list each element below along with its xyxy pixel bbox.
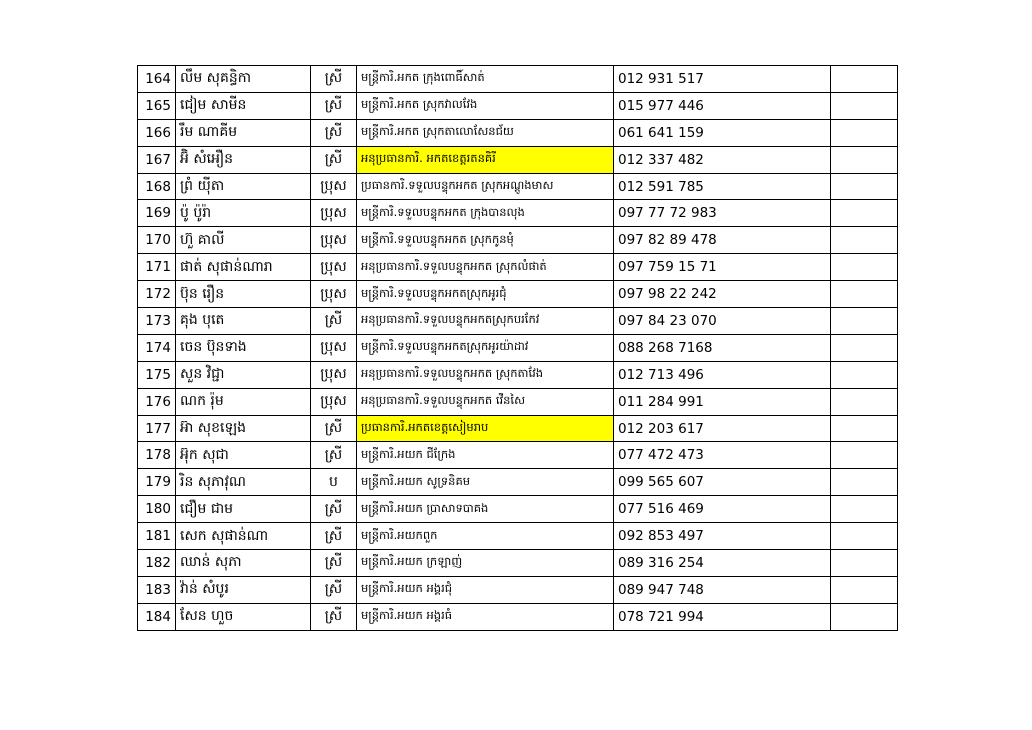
phone-cell: 099 565 607 <box>614 469 831 496</box>
row-number-cell: 183 <box>138 576 176 603</box>
table-row <box>138 227 898 254</box>
row-number-cell: 164 <box>138 66 176 93</box>
note-cell <box>831 415 898 442</box>
gender-cell: ស្រី <box>311 442 357 469</box>
name-cell: រិន សុភាវុណ <box>176 469 311 496</box>
staff-table <box>137 65 898 631</box>
gender-cell: ស្រី <box>311 308 357 335</box>
phone-cell: 089 947 748 <box>614 576 831 603</box>
table-row <box>138 66 898 93</box>
gender-cell: ប្រុស <box>311 200 357 227</box>
note-cell <box>831 334 898 361</box>
note-cell <box>831 388 898 415</box>
phone-cell: 078 721 994 <box>614 603 831 630</box>
phone-cell: 097 77 72 983 <box>614 200 831 227</box>
note-cell <box>831 200 898 227</box>
gender-cell: ស្រី <box>311 66 357 93</box>
name-cell: អ៊ា សុខឡេង <box>176 415 311 442</box>
table-row <box>138 254 898 281</box>
name-cell: ប៉ូ ប៉ូរ៉ា <box>176 200 311 227</box>
row-number-cell: 168 <box>138 173 176 200</box>
table-row <box>138 308 898 335</box>
gender-cell: ប្រុស <box>311 254 357 281</box>
table-row <box>138 388 898 415</box>
note-cell <box>831 173 898 200</box>
name-cell: វ៉ាន់ សំបូរ <box>176 576 311 603</box>
staff-table-body <box>138 66 898 631</box>
position-cell: មន្ត្រីការិ.អយក ក្រឡាញ់ <box>357 550 614 577</box>
phone-cell: 089 316 254 <box>614 550 831 577</box>
note-cell <box>831 361 898 388</box>
gender-cell: ប <box>311 469 357 496</box>
row-number-cell: 180 <box>138 496 176 523</box>
position-cell: មន្ត្រីការិ.អកត ស្រុកវាលវែង <box>357 92 614 119</box>
phone-cell: 097 82 89 478 <box>614 227 831 254</box>
name-cell: រឹម ណាគីម <box>176 119 311 146</box>
position-cell: មន្ត្រីការិ.អកត ស្រុកតាលោសែនជ័យ <box>357 119 614 146</box>
row-number-cell: 175 <box>138 361 176 388</box>
row-number-cell: 176 <box>138 388 176 415</box>
table-row <box>138 119 898 146</box>
position-cell: ប្រធានការិ.អកតខេត្តសៀមរាប <box>357 415 614 442</box>
note-cell <box>831 92 898 119</box>
name-cell: សួន វិជ្ជា <box>176 361 311 388</box>
table-row <box>138 92 898 119</box>
gender-cell: ស្រី <box>311 119 357 146</box>
table-row <box>138 146 898 173</box>
gender-cell: ប្រុស <box>311 388 357 415</box>
phone-cell: 097 84 23 070 <box>614 308 831 335</box>
row-number-cell: 177 <box>138 415 176 442</box>
row-number-cell: 181 <box>138 523 176 550</box>
row-number-cell: 173 <box>138 308 176 335</box>
gender-cell: ស្រី <box>311 550 357 577</box>
position-cell: មន្ត្រីការិ.ទទួលបន្ទុកអកតស្រុកអូរយ៉ាដាវ <box>357 334 614 361</box>
name-cell: ណក រ៉ុម <box>176 388 311 415</box>
note-cell <box>831 442 898 469</box>
position-cell: អនុប្រធានការិ.ទទួលបន្ទុកអកត វើនសៃ <box>357 388 614 415</box>
position-cell: មន្ត្រីការិ.អយក ប្រាសាទបាគង <box>357 496 614 523</box>
gender-cell: ប្រុស <box>311 334 357 361</box>
phone-cell: 077 516 469 <box>614 496 831 523</box>
phone-cell: 092 853 497 <box>614 523 831 550</box>
table-row <box>138 496 898 523</box>
table-row <box>138 523 898 550</box>
phone-cell: 012 203 617 <box>614 415 831 442</box>
position-cell: អនុប្រធានការិ. អកតខេត្តរតនគិរី <box>357 146 614 173</box>
gender-cell: ប្រុស <box>311 227 357 254</box>
note-cell <box>831 523 898 550</box>
name-cell: ជៀម សាមីន <box>176 92 311 119</box>
row-number-cell: 169 <box>138 200 176 227</box>
table-row <box>138 334 898 361</box>
row-number-cell: 182 <box>138 550 176 577</box>
name-cell: អ៊ុក សុជា <box>176 442 311 469</box>
note-cell <box>831 469 898 496</box>
gender-cell: ស្រី <box>311 92 357 119</box>
note-cell <box>831 308 898 335</box>
position-cell: អនុប្រធានការិ.ទទួលបន្ទុកអកត ស្រុកតាវែង <box>357 361 614 388</box>
note-cell <box>831 119 898 146</box>
position-cell: មន្ត្រីការិ.ទទួលបន្ទុកអកត ក្រុងបានលុង <box>357 200 614 227</box>
name-cell: ហ៊ួ គាលី <box>176 227 311 254</box>
gender-cell: ស្រី <box>311 415 357 442</box>
table-row <box>138 173 898 200</box>
table-row <box>138 603 898 630</box>
name-cell: លឹម សុគន្ធិកា <box>176 66 311 93</box>
row-number-cell: 167 <box>138 146 176 173</box>
row-number-cell: 179 <box>138 469 176 496</box>
note-cell <box>831 227 898 254</box>
gender-cell: ស្រី <box>311 576 357 603</box>
phone-cell: 012 931 517 <box>614 66 831 93</box>
position-cell: អនុប្រធានការិ.ទទួលបន្ទុកអកត ស្រុកលំផាត់ <box>357 254 614 281</box>
table-row <box>138 281 898 308</box>
row-number-cell: 171 <box>138 254 176 281</box>
name-cell: ប៊ុន រឿន <box>176 281 311 308</box>
gender-cell: ប្រុស <box>311 361 357 388</box>
name-cell: អ៊ិ សំអឿន <box>176 146 311 173</box>
note-cell <box>831 146 898 173</box>
note-cell <box>831 603 898 630</box>
row-number-cell: 174 <box>138 334 176 361</box>
name-cell: ព្រំ យ៉ីតា <box>176 173 311 200</box>
gender-cell: ប្រុស <box>311 173 357 200</box>
phone-cell: 015 977 446 <box>614 92 831 119</box>
position-cell: មន្ត្រីការិ.អយក អង្គរធំ <box>357 603 614 630</box>
phone-cell: 011 284 991 <box>614 388 831 415</box>
position-cell: មន្ត្រីការិ.ទទួលបន្ទុកអកត ស្រុកកូនមុំ <box>357 227 614 254</box>
note-cell <box>831 576 898 603</box>
note-cell <box>831 550 898 577</box>
table-row <box>138 415 898 442</box>
name-cell: គុង បុតេ <box>176 308 311 335</box>
gender-cell: ប្រុស <box>311 281 357 308</box>
phone-cell: 012 713 496 <box>614 361 831 388</box>
gender-cell: ស្រី <box>311 523 357 550</box>
note-cell <box>831 66 898 93</box>
position-cell: មន្ត្រីការិ.អយក អង្គរជុំ <box>357 576 614 603</box>
table-row <box>138 200 898 227</box>
gender-cell: ស្រី <box>311 603 357 630</box>
row-number-cell: 165 <box>138 92 176 119</box>
phone-cell: 012 337 482 <box>614 146 831 173</box>
name-cell: ឈាន់ សុភា <box>176 550 311 577</box>
table-row <box>138 469 898 496</box>
phone-cell: 061 641 159 <box>614 119 831 146</box>
name-cell: ជឿម ជាម <box>176 496 311 523</box>
phone-cell: 077 472 473 <box>614 442 831 469</box>
name-cell: សែន ហួច <box>176 603 311 630</box>
table-row <box>138 361 898 388</box>
name-cell: ចេន ប៊ុនទាង <box>176 334 311 361</box>
row-number-cell: 178 <box>138 442 176 469</box>
name-cell: ផាត់ សុផាន់ណារា <box>176 254 311 281</box>
name-cell: សេក សុផាន់ណា <box>176 523 311 550</box>
position-cell: មន្ត្រីការិ.ទទួលបន្ទុកអកតស្រុកអូរជុំ <box>357 281 614 308</box>
phone-cell: 097 759 15 71 <box>614 254 831 281</box>
table-row <box>138 550 898 577</box>
gender-cell: ស្រី <box>311 146 357 173</box>
row-number-cell: 184 <box>138 603 176 630</box>
note-cell <box>831 496 898 523</box>
position-cell: អនុប្រធានការិ.ទទួលបន្ទុកអកតស្រុកបរកែវ <box>357 308 614 335</box>
phone-cell: 012 591 785 <box>614 173 831 200</box>
row-number-cell: 166 <box>138 119 176 146</box>
position-cell: មន្ត្រីការិ.អយក សូទ្រនិគម <box>357 469 614 496</box>
gender-cell: ស្រី <box>311 496 357 523</box>
position-cell: មន្ត្រីការិ.អយក ជីក្រែង <box>357 442 614 469</box>
note-cell <box>831 254 898 281</box>
table-row <box>138 442 898 469</box>
row-number-cell: 172 <box>138 281 176 308</box>
phone-cell: 088 268 7168 <box>614 334 831 361</box>
note-cell <box>831 281 898 308</box>
position-cell: ប្រធានការិ.ទទួលបន្ទុកអកត ស្រុកអណ្ដូងមាស <box>357 173 614 200</box>
phone-cell: 097 98 22 242 <box>614 281 831 308</box>
position-cell: មន្ត្រីការិ.អយកពួក <box>357 523 614 550</box>
row-number-cell: 170 <box>138 227 176 254</box>
table-row <box>138 576 898 603</box>
position-cell: មន្ត្រីការិ.អកត ក្រុងពោធិ៍សាត់ <box>357 66 614 93</box>
